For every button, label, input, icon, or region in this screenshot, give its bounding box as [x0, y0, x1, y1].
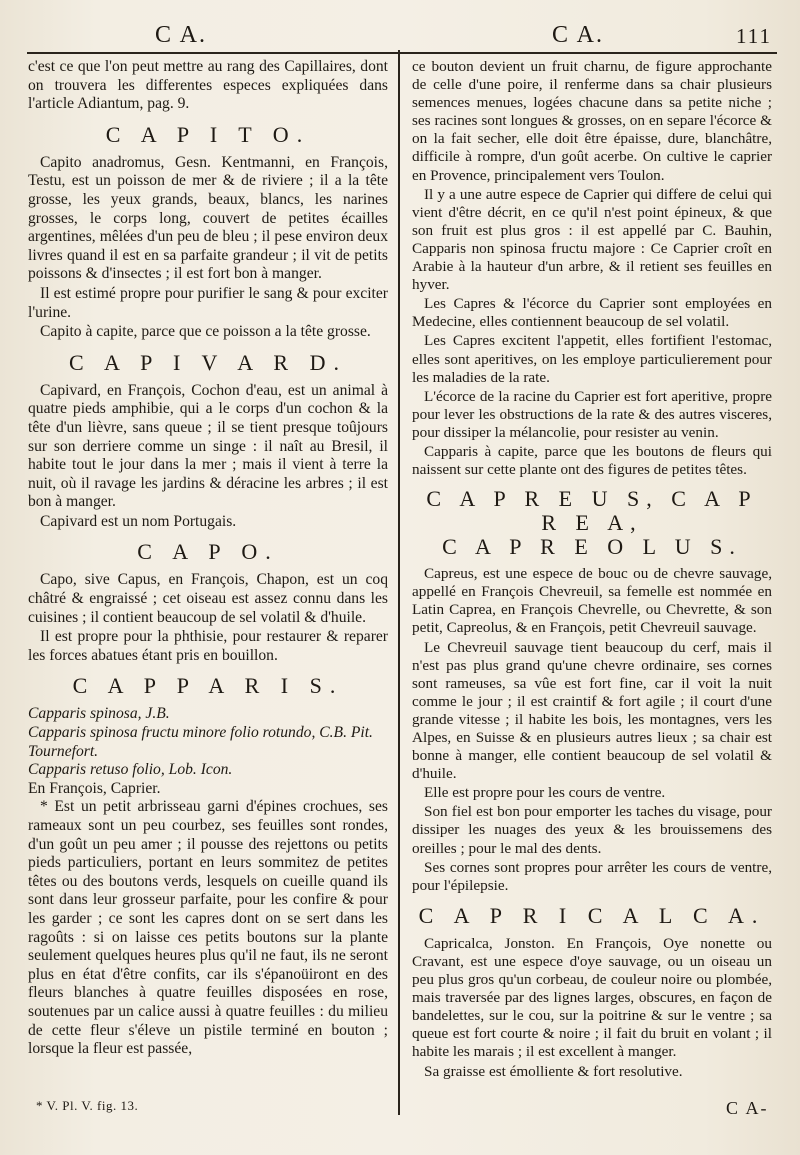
plate-footnote: * V. Pl. V. fig. 13.	[36, 1098, 139, 1113]
heading-capivard: C A P I V A R D.	[69, 349, 347, 375]
heading-capreus-line-1: C A P R E U S, C A P R E A,	[426, 486, 758, 536]
capito-paragraph-3: Capito à capite, parce que ce poisson a la tête grosse.	[40, 323, 371, 341]
capo-paragraph-2: Il est propre pour la phthisie, pour restaurer & reparer les forces abatues étant pris en bouillon.	[28, 628, 388, 664]
capparis-cont-paragraph-4: Les Capres excitent l'appetit, elles fortifient l'estomac, elles sont aperitives, on les employe particulierement pour les maladies de la rate.	[412, 332, 772, 386]
right-column	[412, 58, 772, 1082]
capito-paragraph-2: Il est estimé propre pour purifier le sang & pour exciter l'urine.	[28, 284, 388, 321]
header-rule	[27, 52, 777, 54]
capito-paragraph-1: Capito anadromus, Gesn. Kentmanni, en François, Testu, est un poisson de mer & de riviere ; il a la tête grosse, les yeux grands, beaux, blancs, les narines grosses, le corps long, couvert de petites écailles argentines, mêlées d'un peu de bleu ; il pese environ deux livres quand il est en sa parfaite grandeur ; il vit de petits poissons & d'insectes ; il est fort bon à manger.	[28, 153, 388, 283]
heading-capreus-line-2: C A P R E O L U S.	[442, 534, 742, 560]
capreus-paragraph-2: Le Chevreuil sauvage tient beaucoup du cerf, mais il n'est pas plus grand qu'une chevre ordinaire, ses cornes sont rameuses, sa vûe est fort fine, car il voit la nuit comme le jour ; il est craintif & fort agile ; il court d'une grande vitesse ; il habite les bois, les montagnes, vers les Alpes, en Suisse & en plusieurs autres lieux ; sa chair est bonne à manger, elle contient beaucoup de sel volatil & d'huile.	[412, 638, 772, 783]
heading-capricalca: C A P R I C A L C A.	[418, 902, 766, 928]
intro-paragraph: c'est ce que l'on peut mettre au rang des Capillaires, dont on trouvera les differentes especes expliquées dans l'article Adiantum, pag. 9.	[28, 58, 388, 113]
capparis-synonym-2: Capparis spinosa fructu minore folio rotundo, C.B. Pit. Tournefort.	[28, 724, 373, 760]
capparis-synonym-3: Capparis retuso folio, Lob. Icon.	[28, 761, 233, 779]
capparis-synonym-4: En François, Caprier.	[28, 779, 161, 797]
running-head-left: C A.	[155, 22, 208, 48]
capparis-paragraph-1: * Est un petit arbrisseau garni d'épines crochues, ses rameaux sont un peu courbez, ses feuilles sont rondes, d'un goût un peu amer ; il pousse des rejettons ou petits pieds particuliers, portant en leurs sommitez de petites têtes ou des boutons verds, lesquels on cueille quand ils sont dans leur grosseur parfaite, pour les confire & pour les garder ; ce sont les capres dont on se sert dans les ragoûts : si on laisse ces petits boutons sur la plante seulement quelques heures plus qu'il ne faut, ils ne seront plus en état d'être confits, car ils s'épanoüiront en des fleurs blanches à quatre feuilles disposées en rose, soutenues par un calice aussi à quatre feuilles : du milieu de cette fleur s'éleve un pistile terminé en bouton ; lorsque la fleur est passée,	[28, 798, 388, 1058]
capo-paragraph-1: Capo, sive Capus, en François, Chapon, est un coq châtré & engraissé ; cet oiseau est assez connu dans les cuisines ; il contient beaucoup de sel volatil & d'huile.	[28, 571, 388, 626]
heading-capreus	[412, 487, 772, 559]
capivard-paragraph-2: Capivard est un nom Portugais.	[40, 512, 237, 530]
capparis-synonym-1: Capparis spinosa, J.B.	[28, 705, 170, 723]
running-head	[0, 22, 800, 52]
heading-capo: C A P O.	[137, 539, 279, 565]
capparis-cont-paragraph-1: ce bouton devient un fruit charnu, de figure approchante de celle d'une poire, il renferme dans sa chair plusieurs semences menues, logées chacune dans sa petite niche ; ses racines sont longues & grosses, on en separe l'écorce & on la fait secher, elle doit être épaisse, dure, blanchâtre, difficile à rompre, d'un goût acerbe. On cultive le caprier en Provence, principalement vers Toulon.	[412, 58, 772, 184]
capreus-paragraph-1: Capreus, est une espece de bouc ou de chevre sauvage, appellé en François Chevreuil, sa femelle est nommée en Latin Caprea, en François Chevrelle, ou Chevrette, & son petit, Capreolus, & en François, petit Chevreuil sauvage.	[412, 565, 772, 637]
capparis-cont-paragraph-3: Les Capres & l'écorce du Caprier sont employées en Medecine, elles contiennent beaucoup de sel volatil.	[412, 295, 772, 331]
catchword: C A-	[726, 1098, 769, 1118]
running-head-right: C A.	[552, 22, 605, 48]
capreus-paragraph-3: Elle est propre pour les cours de ventre.	[424, 784, 666, 802]
left-column	[28, 58, 388, 1060]
column-divider	[398, 50, 400, 1115]
capivard-paragraph-1: Capivard, en François, Cochon d'eau, est un animal à quatre pieds amphibie, qui a le corps d'un cochon & la tête d'un lièvre, sans queue ; il se tient presque toûjours sur son derriere comme un singe : il naît au Bresil, il habite tout le jour dans la mer ; mais il vient à terre la nuit, où il ravage les jardins & déracine les arbres ; il est bon à manger.	[28, 381, 388, 511]
capricalca-paragraph-2: Sa graisse est émolliente & fort resolutive.	[424, 1062, 683, 1080]
capreus-paragraph-4: Son fiel est bon pour emporter les taches du visage, pour dissiper les nuages des yeux & les brouissemens des oreilles ; pour le mal des dents.	[412, 803, 772, 857]
capparis-cont-paragraph-2: Il y a une autre espece de Caprier qui differe de celui qui vient d'être décrit, en ce qu'il n'est point épineux, & que son fruit est plus gros : il est appellé par C. Bauhin, Capparis non spinosa fructu majore : Ce Caprier croît en Arabie à la hauteur d'un arbre, & il retient ses feuilles en hyver.	[412, 185, 772, 294]
page-number: 111	[736, 24, 772, 48]
capreus-paragraph-5: Ses cornes sont propres pour arrêter les cours de ventre, pour l'épilepsie.	[412, 858, 772, 894]
heading-capparis: C A P P A R I S.	[72, 673, 344, 699]
capparis-cont-paragraph-5: L'écorce de la racine du Caprier est fort aperitive, propre pour lever les obstructions de la rate & des autres visceres, pour dissiper la mélancolie, pour resister au venin.	[412, 387, 772, 441]
capricalca-paragraph-1: Capricalca, Jonston. En François, Oye nonette ou Cravant, est une espece d'oye sauvage, ou un oiseau un peu plus gros qu'un corbeau, de couleur noire ou plombée, mais traversée par des lignes larges, obscures, en façon de bandelettes, sur le cou, sur la poitrine & sur le ventre ; sa queue est fort courte & noire ; il fait du bruit en volant ; il habite les marais ; il est excellent à manger.	[412, 934, 772, 1061]
capparis-cont-paragraph-6: Capparis à capite, parce que les boutons de fleurs qui naissent sur cette plante ont des figures de petites têtes.	[412, 442, 772, 479]
heading-capito: C A P I T O.	[105, 121, 311, 147]
